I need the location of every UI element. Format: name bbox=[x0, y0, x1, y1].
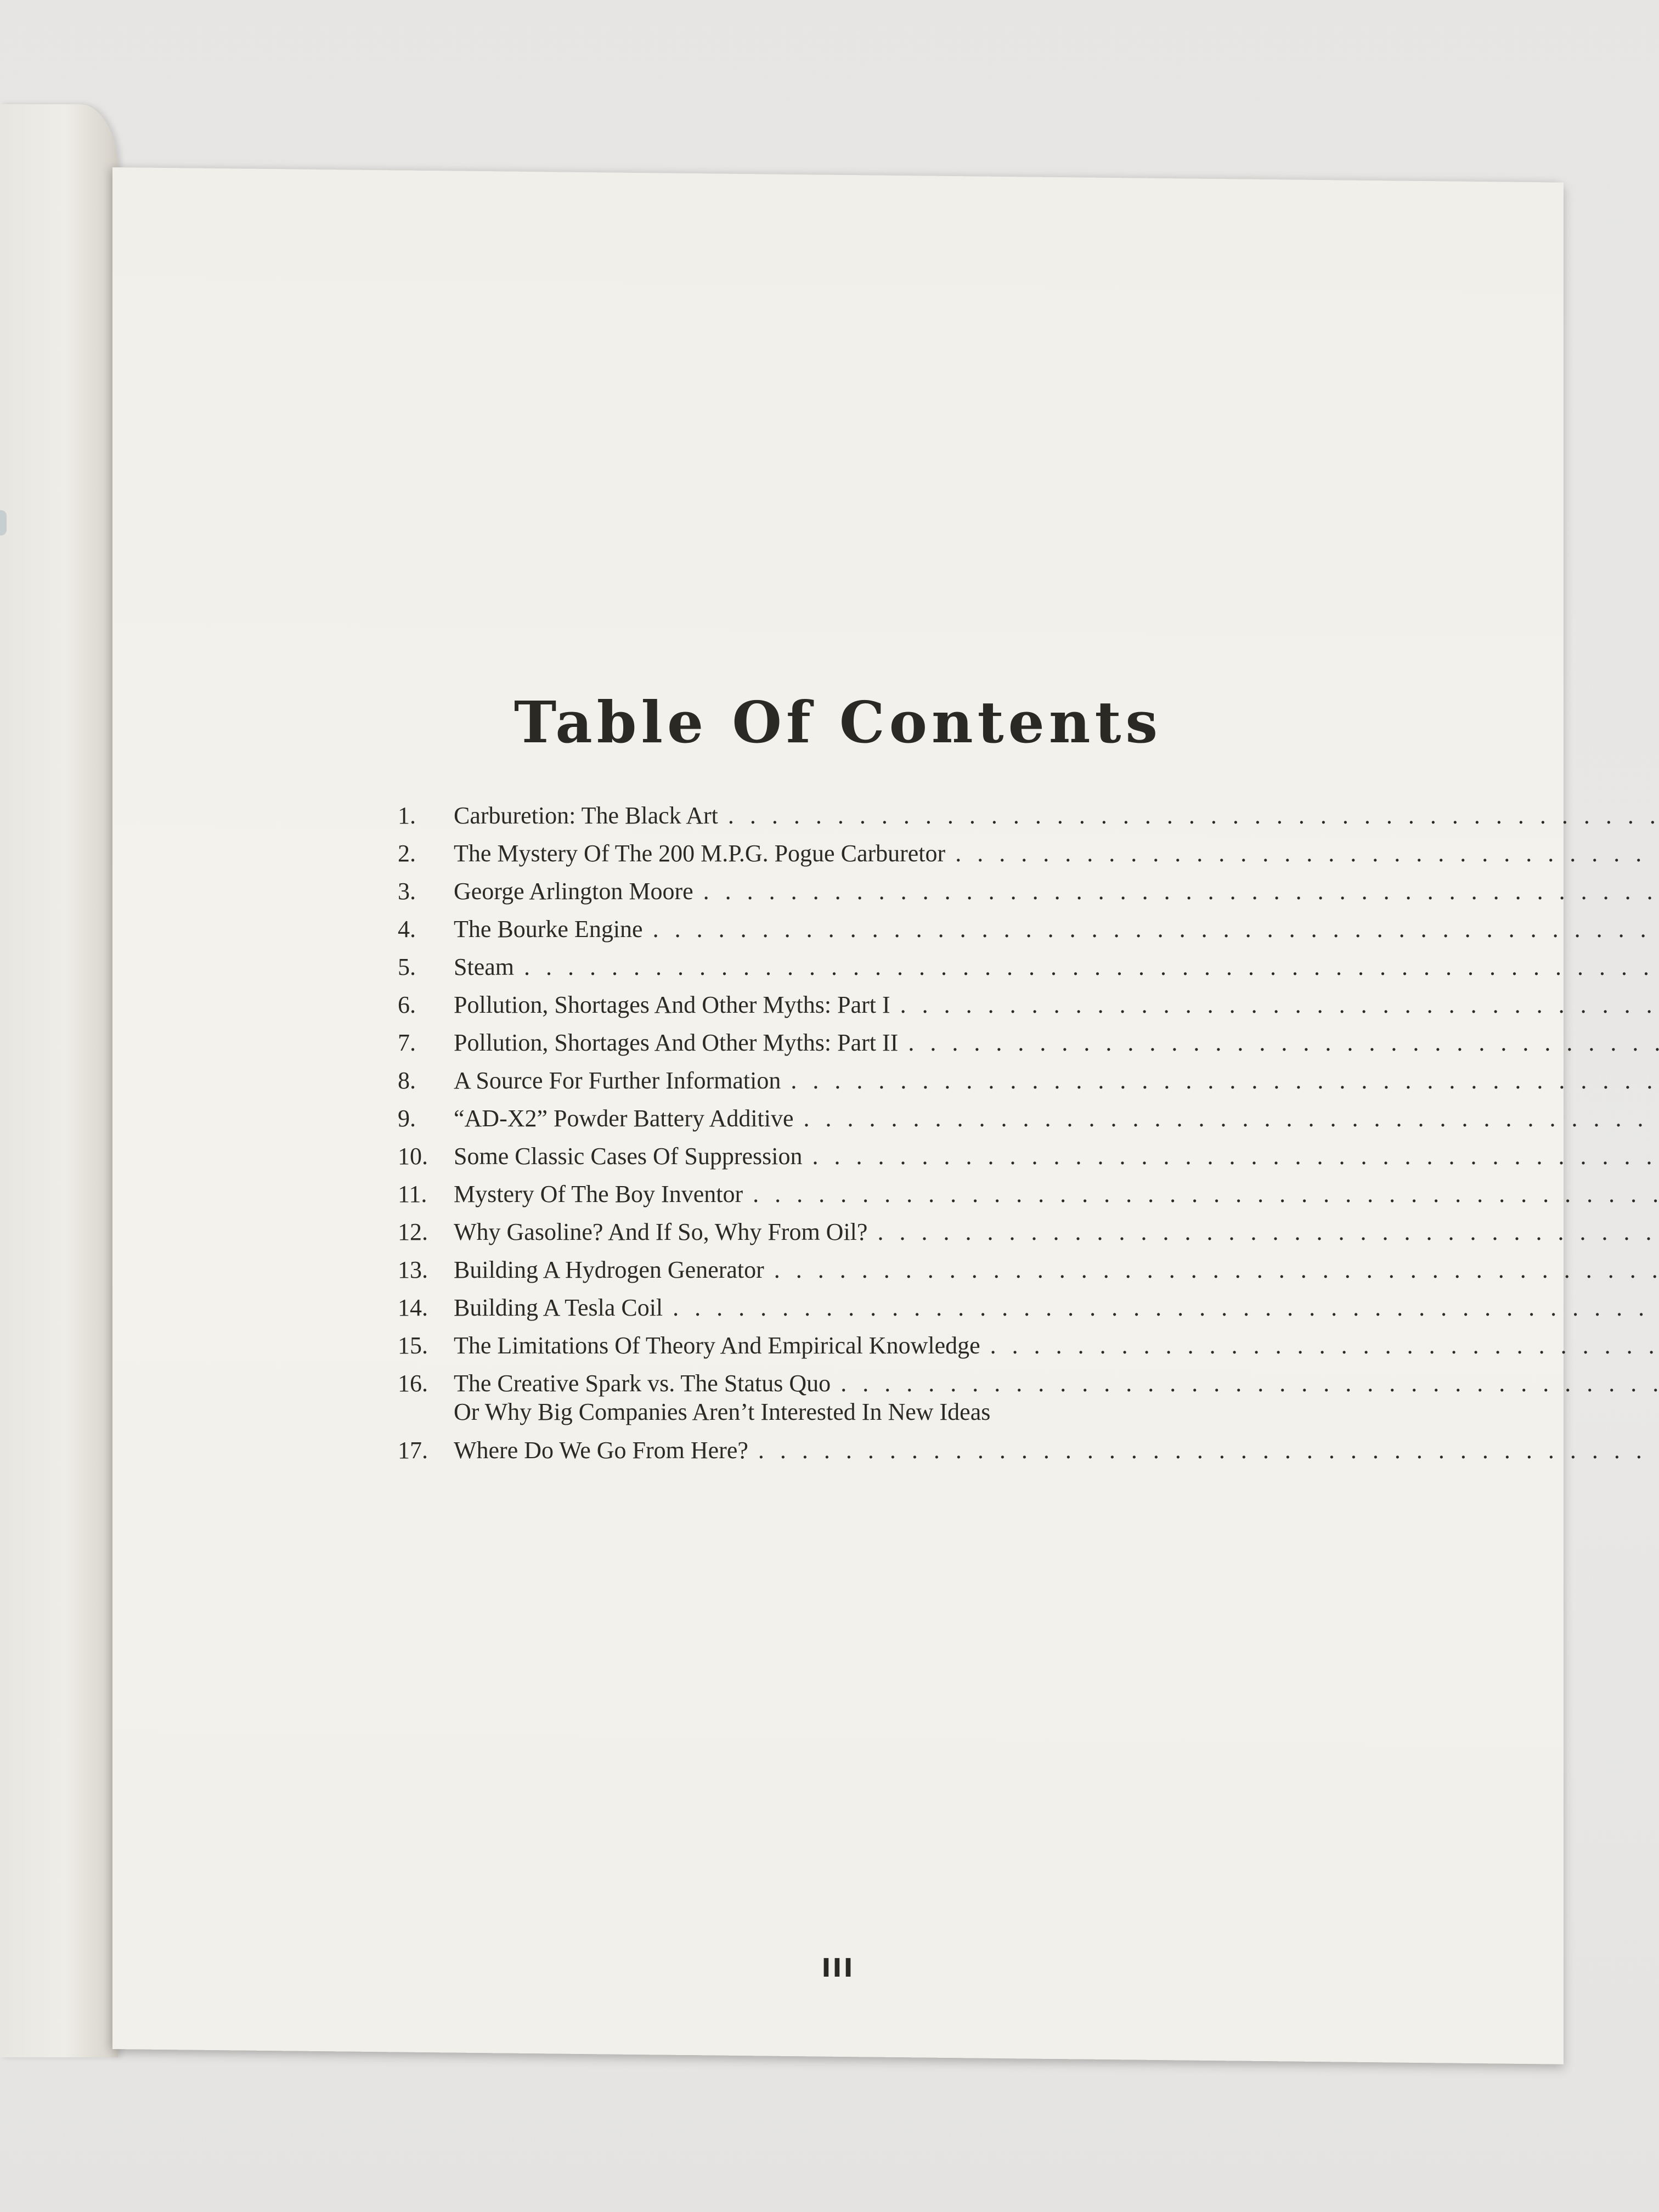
book-page bbox=[112, 167, 1564, 2064]
chapter-title: The Creative Spark vs. The Status Quo bbox=[454, 1370, 831, 1397]
toc-entry bbox=[398, 1031, 1259, 1069]
chapter-title: Building A Hydrogen Generator bbox=[454, 1256, 764, 1283]
toc-entry bbox=[398, 879, 1259, 917]
chapter-number: 10. bbox=[398, 1143, 428, 1170]
toc-entry-line bbox=[454, 842, 1659, 866]
toc-entry-body bbox=[454, 1334, 1659, 1358]
dot-leader bbox=[900, 993, 1659, 1017]
toc-entry-line bbox=[454, 1144, 1659, 1169]
page-edge-mark bbox=[0, 510, 7, 535]
toc-entry-body bbox=[454, 1069, 1659, 1093]
chapter-title: Why Gasoline? And If So, Why From Oil? bbox=[454, 1218, 868, 1245]
toc-entry bbox=[398, 1438, 1259, 1476]
dot-leader bbox=[758, 1438, 1659, 1463]
page-number-roman: III bbox=[821, 1953, 855, 1983]
chapter-title: Carburetion: The Black Art bbox=[454, 802, 718, 829]
page-content bbox=[112, 167, 1564, 2049]
toc-entry-line bbox=[454, 1031, 1659, 1055]
chapter-number: 2. bbox=[398, 840, 416, 867]
toc-entry-body bbox=[454, 1258, 1659, 1282]
toc-entry bbox=[398, 1107, 1259, 1144]
toc-entry-line bbox=[454, 993, 1659, 1017]
toc-entry-body bbox=[454, 1144, 1659, 1169]
chapter-number: 7. bbox=[398, 1029, 416, 1056]
dot-leader bbox=[753, 1182, 1659, 1206]
chapter-title: Building A Tesla Coil bbox=[454, 1294, 663, 1321]
toc-entry-body bbox=[454, 1438, 1659, 1463]
toc-entry-line bbox=[454, 917, 1659, 941]
chapter-title: The Mystery Of The 200 M.P.G. Pogue Carburetor bbox=[454, 840, 946, 867]
chapter-number: 13. bbox=[398, 1256, 428, 1283]
chapter-title: The Limitations Of Theory And Empirical Knowledge bbox=[454, 1332, 980, 1359]
dot-leader bbox=[703, 879, 1659, 904]
toc-entry bbox=[398, 1372, 1259, 1438]
toc-entry bbox=[398, 993, 1259, 1031]
chapter-number: 14. bbox=[398, 1294, 428, 1321]
toc-entry-line bbox=[454, 1296, 1659, 1320]
toc-entry bbox=[398, 1334, 1259, 1372]
chapter-number: 3. bbox=[398, 878, 416, 905]
dot-leader bbox=[728, 804, 1659, 828]
toc-entry-body bbox=[454, 842, 1659, 866]
chapter-subtitle: Or Why Big Companies Aren’t Interested In New Ideas bbox=[454, 1398, 991, 1425]
dot-leader bbox=[812, 1144, 1659, 1169]
toc-entry-line bbox=[454, 1069, 1659, 1093]
toc-entry-body bbox=[454, 993, 1659, 1017]
chapter-number: 17. bbox=[398, 1437, 428, 1464]
toc-entry-line bbox=[454, 1334, 1659, 1358]
chapter-number: 8. bbox=[398, 1067, 416, 1094]
dot-leader bbox=[840, 1372, 1659, 1396]
toc-entry bbox=[398, 1182, 1259, 1220]
toc-entry bbox=[398, 1144, 1259, 1182]
chapter-number: 9. bbox=[398, 1105, 416, 1132]
chapter-title: “AD-X2” Powder Battery Additive bbox=[454, 1105, 794, 1132]
chapter-number: 1. bbox=[398, 802, 416, 829]
toc-entry bbox=[398, 1220, 1259, 1258]
toc-entry bbox=[398, 804, 1259, 842]
toc-entry-line bbox=[454, 1438, 1659, 1463]
toc-entry-body bbox=[454, 1220, 1659, 1244]
chapter-number: 15. bbox=[398, 1332, 428, 1359]
toc-entry bbox=[398, 1258, 1259, 1296]
toc-entry-body bbox=[454, 955, 1659, 979]
toc-entry-body bbox=[454, 1182, 1659, 1206]
chapter-number: 11. bbox=[398, 1181, 427, 1207]
chapter-title: The Bourke Engine bbox=[454, 916, 643, 943]
dot-leader bbox=[791, 1069, 1659, 1093]
chapter-title: Some Classic Cases Of Suppression bbox=[454, 1143, 803, 1170]
dot-leader bbox=[653, 917, 1659, 941]
toc-entry-body bbox=[454, 1107, 1659, 1131]
dot-leader bbox=[955, 842, 1659, 866]
chapter-title: George Arlington Moore bbox=[454, 878, 693, 905]
chapter-title: Mystery Of The Boy Inventor bbox=[454, 1181, 743, 1207]
dot-leader bbox=[804, 1107, 1659, 1131]
chapter-number: 16. bbox=[398, 1370, 428, 1397]
chapter-title: Steam bbox=[454, 953, 514, 980]
dot-leader bbox=[877, 1220, 1659, 1244]
toc-entry-line bbox=[454, 1372, 1659, 1396]
chapter-title: Pollution, Shortages And Other Myths: Part II bbox=[454, 1029, 899, 1056]
toc-entry-line bbox=[454, 804, 1659, 828]
table-of-contents bbox=[398, 804, 1259, 1476]
toc-entry-body bbox=[454, 917, 1659, 941]
toc-entry bbox=[398, 842, 1259, 879]
toc-entry-body bbox=[454, 1372, 1659, 1424]
chapter-title: A Source For Further Information bbox=[454, 1067, 781, 1094]
chapter-title: Pollution, Shortages And Other Myths: Part I bbox=[454, 991, 890, 1018]
chapter-number: 6. bbox=[398, 991, 416, 1018]
toc-entry-line bbox=[454, 955, 1659, 979]
toc-entry bbox=[398, 1069, 1259, 1107]
toc-entry-body bbox=[454, 1296, 1659, 1320]
dot-leader bbox=[774, 1258, 1659, 1282]
toc-entry-line bbox=[454, 1220, 1659, 1244]
chapter-number: 12. bbox=[398, 1218, 428, 1245]
toc-entry bbox=[398, 1296, 1259, 1334]
dot-leader bbox=[673, 1296, 1659, 1320]
toc-entry bbox=[398, 917, 1259, 955]
facing-page-edge bbox=[0, 104, 118, 2057]
chapter-title: Where Do We Go From Here? bbox=[454, 1437, 748, 1464]
chapter-number: 5. bbox=[398, 953, 416, 980]
page-title: Table Of Contents bbox=[514, 689, 1163, 756]
toc-entry bbox=[398, 955, 1259, 993]
toc-entry-body bbox=[454, 804, 1659, 828]
dot-leader bbox=[908, 1031, 1659, 1055]
toc-entry-body bbox=[454, 879, 1659, 904]
toc-entry-line bbox=[454, 1182, 1659, 1206]
toc-entry-body bbox=[454, 1031, 1659, 1055]
toc-entry-line bbox=[454, 1107, 1659, 1131]
dot-leader bbox=[524, 955, 1659, 979]
toc-entry-line bbox=[454, 1258, 1659, 1282]
chapter-number: 4. bbox=[398, 916, 416, 943]
dot-leader bbox=[990, 1334, 1659, 1358]
toc-entry-line bbox=[454, 879, 1659, 904]
